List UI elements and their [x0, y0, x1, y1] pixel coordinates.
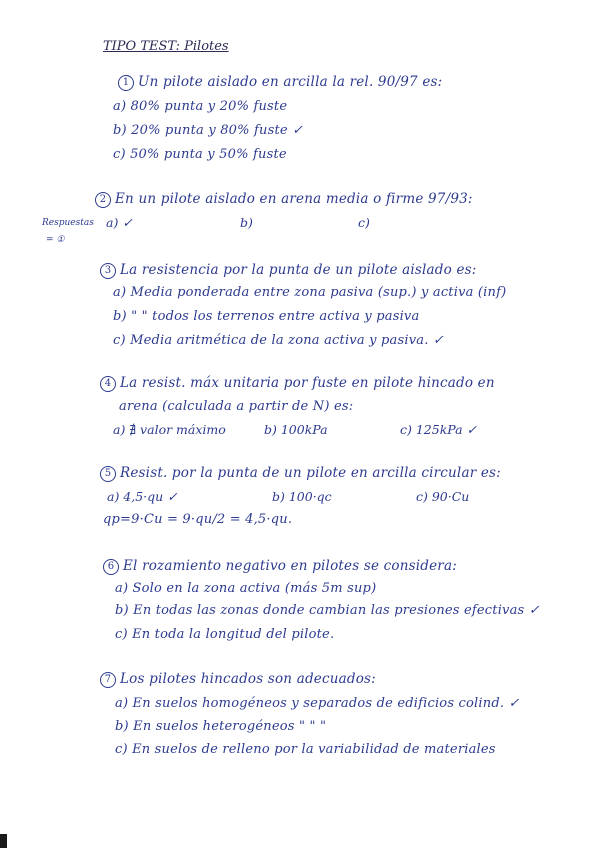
question-number: 1 [118, 75, 134, 91]
q1-option-a: a) 80% punta y 20% fuste [113, 99, 288, 114]
q5-formula: qp=9·Cu = 9·qu/2 = 4,5·qu. [103, 512, 293, 527]
q5-option-b: b) 100·qc [272, 489, 332, 504]
q7-option-a: a) En suelos homogéneos y separados de edificios colind. ✓ [115, 696, 520, 711]
question-4-continuation: arena (calculada a partir de N) es: [119, 399, 354, 414]
question-number: 3 [100, 263, 116, 279]
margin-note-ref: = ① [46, 235, 65, 245]
q1-option-c: c) 50% punta y 50% fuste [113, 147, 287, 162]
q4-option-b: b) 100kPa [264, 422, 328, 437]
q5-option-c: c) 90·Cu [416, 489, 470, 504]
q6-option-c: c) En toda la longitud del pilote. [115, 627, 335, 642]
q1-option-b: b) 20% punta y 80% fuste ✓ [113, 123, 304, 138]
q7-option-c: c) En suelos de relleno por la variabilidad de materiales [115, 742, 496, 757]
page-title: TIPO TEST: Pilotes [103, 39, 229, 54]
q3-option-a: a) Media ponderada entre zona pasiva (sup.) y activa (inf) [113, 285, 507, 300]
question-number: 2 [95, 192, 111, 208]
question-number: 7 [100, 672, 116, 688]
question-1 [118, 74, 442, 91]
question-number: 4 [100, 376, 116, 392]
question-text: En un pilote aislado en arena media o firme 97/93: [115, 191, 473, 207]
question-4 [100, 375, 495, 392]
question-text: Los pilotes hincados son adecuados: [120, 671, 376, 687]
question-7 [100, 671, 376, 688]
q2-option-c: c) [358, 215, 370, 230]
q3-option-c: c) Media aritmética de la zona activa y pasiva. ✓ [113, 333, 444, 348]
q7-option-b: b) En suelos heterogéneos " " " [115, 719, 327, 734]
question-number: 6 [103, 559, 119, 575]
q6-option-a: a) Solo en la zona activa (más 5m sup) [115, 581, 377, 596]
q3-option-b: b) " " todos los terrenos entre activa y pasiva [113, 309, 420, 324]
question-2 [95, 191, 473, 208]
question-6 [103, 558, 457, 575]
q4-option-c: c) 125kPa ✓ [400, 422, 478, 437]
question-number: 5 [100, 466, 116, 482]
q4-option-a: a) ∄ valor máximo [113, 422, 226, 437]
margin-note-respuestas: Respuestas [42, 218, 94, 228]
question-text: Un pilote aislado en arcilla la rel. 90/97 es: [138, 74, 443, 90]
q5-option-a: a) 4,5·qu ✓ [107, 489, 178, 504]
q6-option-b: b) En todas las zonas donde cambian las presiones efectivas ✓ [115, 603, 540, 618]
q2-option-b: b) [240, 215, 253, 230]
question-text: La resistencia por la punta de un pilote aislado es: [120, 262, 477, 278]
question-text: La resist. máx unitaria por fuste en pilote hincado en [120, 375, 495, 391]
q2-option-a: a) ✓ [106, 215, 133, 230]
question-3 [100, 262, 477, 279]
scan-edge-mark [0, 834, 7, 848]
question-text: El rozamiento negativo en pilotes se considera: [123, 558, 457, 574]
question-text: Resist. por la punta de un pilote en arcilla circular es: [120, 465, 501, 481]
question-5 [100, 465, 501, 482]
